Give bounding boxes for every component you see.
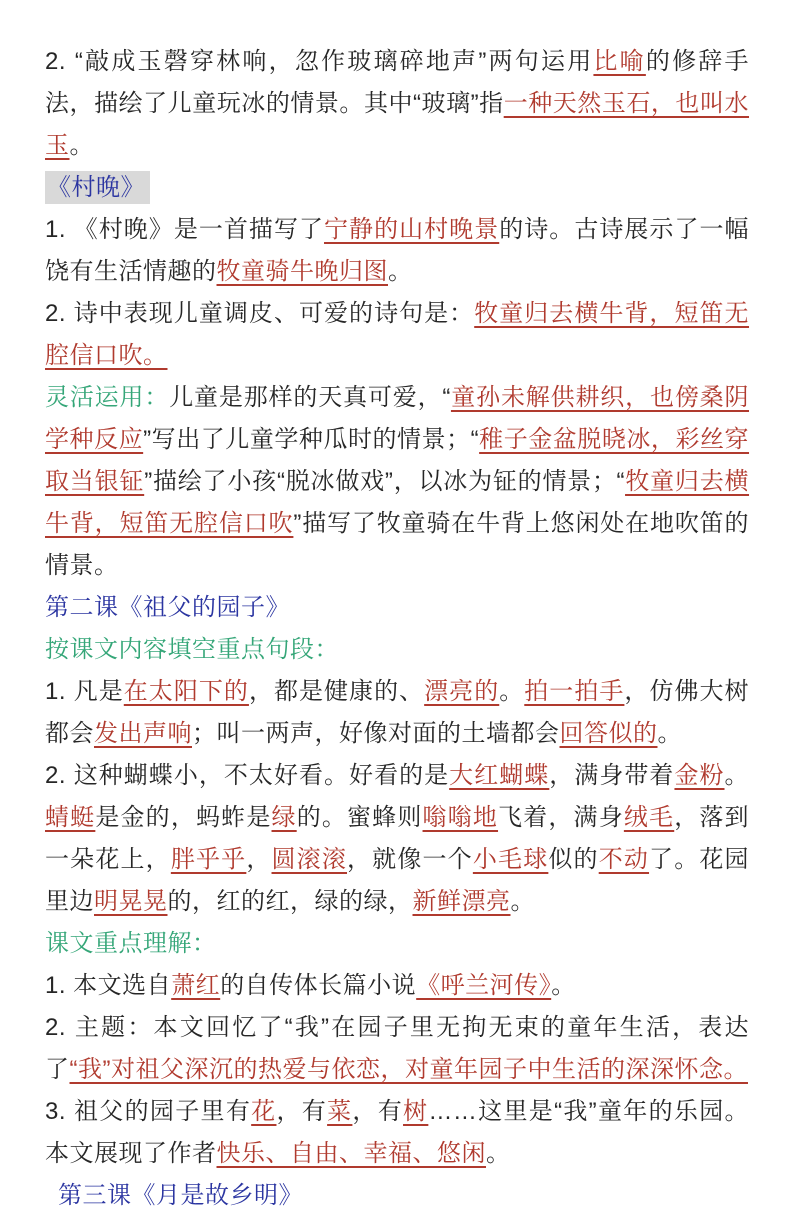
body-text: ……这里是“我”童年的乐园。本文展现了作者: [45, 1098, 750, 1167]
body-text: ，就像一个: [347, 846, 473, 873]
key-point-underlined-text: 拍一拍手: [524, 678, 625, 705]
body-text: ，仿佛大树都会: [45, 678, 750, 747]
key-point-underlined-text: 绒毛: [623, 804, 675, 831]
note-cunwan-verse: [45, 293, 749, 377]
green-heading-text: 按课文内容填空重点句段：: [45, 636, 339, 663]
body-text: 1. 本文选自: [45, 972, 172, 999]
key-point-underlined-text: 漂亮的: [424, 678, 500, 705]
body-text: 似的: [548, 846, 599, 873]
body-text: 的。蜜蜂则: [296, 804, 423, 831]
key-point-underlined-text: 花: [251, 1098, 277, 1125]
key-point-underlined-text: “我”对祖父深沉的热爱与依恋，对童年园子中生活的深深怀念。: [69, 1056, 748, 1083]
note-flexible-use: [45, 377, 749, 587]
key-point-underlined-text: 大红蝴蝶: [449, 762, 550, 789]
key-point-underlined-text: 绿: [271, 804, 297, 831]
body-text: 2. 诗中表现儿童调皮、可爱的诗句是：: [45, 300, 475, 327]
key-point-underlined-text: 回答似的: [559, 720, 658, 747]
body-text: ，有: [352, 1098, 404, 1125]
body-text: ”描写了牧童骑在牛背上悠闲处在地吹笛的情景。: [45, 510, 750, 579]
key-point-underlined-text: 圆滚滚: [271, 846, 348, 873]
body-text: 。: [551, 972, 576, 999]
body-text: ”描绘了小孩“脱冰做戏”，以冰为钲的情景；“: [144, 468, 626, 495]
body-text: ，有: [276, 1098, 328, 1125]
body-text: 3. 祖父的园子里有: [45, 1098, 252, 1125]
key-point-underlined-text: 在太阳下的: [123, 678, 249, 705]
key-point-underlined-text: 童孙未解供耕织，也傍桑阴学种反应: [45, 384, 750, 453]
note-cunwan-summary: [45, 209, 749, 293]
key-point-underlined-text: 明晃晃: [94, 888, 168, 915]
body-text: 。: [510, 888, 535, 915]
body-text: 。: [69, 132, 94, 159]
body-text: 。: [724, 762, 750, 789]
body-text: 的，红的红，绿的绿，: [167, 888, 413, 915]
body-text: 。: [499, 678, 525, 705]
key-point-underlined-text: 牧童骑牛晚归图: [216, 258, 388, 285]
body-text: ”写出了儿童学种瓜时的情景；“: [143, 426, 480, 453]
body-text: ，: [246, 846, 272, 873]
note-garden-passage-1: [45, 671, 749, 755]
body-text: ，落到一朵花上，: [45, 804, 750, 873]
body-text: 。: [657, 720, 682, 747]
body-text: 的自传体长篇小说: [220, 972, 417, 999]
body-text: 是金的，蚂蚱是: [95, 804, 272, 831]
note-boli-metaphor: [45, 41, 749, 167]
heading-cunwan: [45, 167, 749, 209]
key-point-underlined-text: 牧童归去横牛背，短笛无腔信口吹。: [45, 300, 750, 369]
body-text: ；叫一两声，好像对面的土墙都会: [192, 720, 560, 747]
highlighted-heading-text: 《村晚》: [45, 171, 150, 204]
key-point-underlined-text: 《呼兰河传》: [416, 972, 552, 999]
body-text: 。: [486, 1140, 511, 1167]
note-source-author: [45, 965, 749, 1007]
note-theme: [45, 1007, 749, 1091]
note-garden-contents: [45, 1091, 749, 1175]
body-text: 2. 主题：本文回忆了“我”在园子里无拘无束的童年生活，表达了: [45, 1014, 749, 1083]
key-point-underlined-text: 嗡嗡地: [422, 804, 499, 831]
key-point-underlined-text: 新鲜漂亮: [412, 888, 511, 915]
body-text: 飞着，满身: [498, 804, 624, 831]
key-point-underlined-text: 稚子金盆脱晓冰，彩丝穿取当银钲: [45, 426, 750, 495]
blue-heading-text: 第二课《祖父的园子》: [45, 594, 290, 621]
green-heading-text: 灵活运用：: [45, 384, 170, 411]
body-text: 1. 《村晚》是一首描写了: [45, 216, 325, 243]
key-point-underlined-text: 快乐、自由、幸福、悠闲: [216, 1140, 486, 1167]
key-point-underlined-text: 金粉: [674, 762, 725, 789]
key-point-underlined-text: 一种天然玉石，也叫水玉: [45, 90, 750, 159]
key-point-underlined-text: 牧童归去横牛背，短笛无腔信口吹: [45, 468, 750, 537]
key-point-underlined-text: 胖乎乎: [170, 846, 247, 873]
key-point-underlined-text: 小毛球: [472, 846, 549, 873]
body-text: ，满身带着: [549, 762, 675, 789]
body-text: 儿童是那样的天真可爱，“: [169, 384, 451, 411]
heading-lesson-3: [45, 1175, 749, 1217]
key-point-underlined-text: 比喻: [593, 48, 646, 75]
body-text: 的修辞手法，描绘了儿童玩冰的情景。其中“玻璃”指: [45, 48, 750, 117]
body-text: ，都是健康的、: [248, 678, 425, 705]
body-text: 2. 这种蝴蝶小，不太好看。好看的是: [45, 762, 450, 789]
key-point-underlined-text: 发出声响: [94, 720, 192, 747]
blue-heading-text: 第三课《月是故乡明》: [58, 1182, 303, 1209]
key-point-underlined-text: 蜻蜓: [45, 804, 96, 831]
key-point-underlined-text: 萧红: [171, 972, 221, 999]
heading-fill-in-key-passages: [45, 629, 749, 671]
body-text: 2. “敲成玉磬穿林响，忽作玻璃碎地声”两句运用: [45, 48, 594, 75]
heading-lesson-2: [45, 587, 749, 629]
body-text: 了。花园里边: [45, 846, 750, 915]
key-point-underlined-text: 宁静的山村晚景: [324, 216, 500, 243]
body-text: 1. 凡是: [45, 678, 124, 705]
green-heading-text: 课文重点理解：: [45, 930, 217, 957]
key-point-underlined-text: 菜: [327, 1098, 353, 1125]
heading-key-comprehension: [45, 923, 749, 965]
body-text: 的诗。古诗展示了一幅饶有生活情趣的: [45, 216, 750, 285]
key-point-underlined-text: 不动: [598, 846, 650, 873]
note-garden-passage-2: [45, 755, 749, 923]
key-point-underlined-text: 树: [403, 1098, 429, 1125]
body-text: 。: [388, 258, 413, 285]
